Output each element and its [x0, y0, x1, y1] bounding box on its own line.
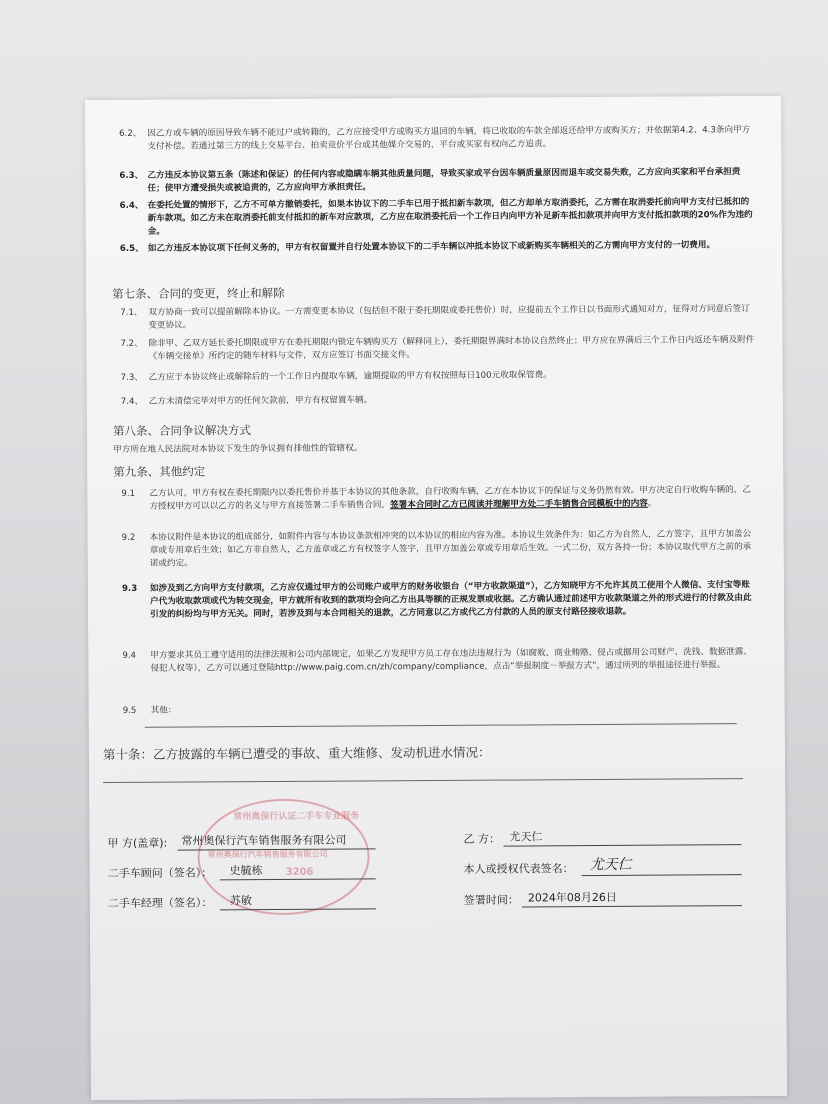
seal-mid-text: 常州奥保行汽车销售服务有限公司	[207, 849, 328, 860]
clause-9-1-end: 。	[647, 498, 657, 509]
clause-6-5: 6.5、 如乙方违反本协议项下任何义务的，甲方有权留置并自行处置本协议下的二手车辆以冲抵本协议下或新购买车辆相关的乙方需向甲方支付的一切费用。	[119, 240, 716, 254]
rep-signature-value: 尤天仁	[589, 856, 632, 874]
company-seal	[197, 798, 370, 915]
manager-label: 二手车经理（签名）：	[107, 896, 213, 911]
seal-top-text: 常州奥保行认证二手车专业服务	[233, 811, 360, 823]
section-10-title: 第十条：乙方披露的车辆已遭受的事故、重大维修、发动机进水情况：	[102, 744, 491, 763]
section-10-line	[103, 778, 743, 783]
advisor-value: 史毓栋	[229, 864, 263, 878]
clause-7-2: 7.2、 除非甲、乙双方延长委托期限或甲方在委托期限内锁定车辆购买方（解释同上），委托期限界满时本协议自然终止；甲方应在界满后三个工作日内返还车辆及附件《车辆交接单》所约定的随车材料与文件，双方应签订书面交接文件。	[120, 335, 755, 362]
other-field-line	[145, 723, 737, 728]
manager-value: 苏敏	[229, 894, 252, 908]
clause-6-4: 6.4、 在委托处置的情形下，乙方不可单方撤销委托，如果本协议下的二手车已用于抵扣新车款项，但乙方却单方取消委托，乙方需在取消委托前向甲方支付已抵扣的新车款项。如乙方未在取消委托前支付抵扣的新车对应款项，乙方应在取消委托后一个工作日内向甲方补足新车抵扣款项并向甲方支付抵扣款项的20%作为违约金。	[119, 197, 753, 237]
party-a-label: 甲 方(盖章):	[107, 836, 168, 851]
party-b-underline	[504, 844, 742, 846]
clause-9-1-text: 乙方认可，甲方有权在委托期限内以委托售价并基于本协议的其他条款，自行收购车辆，乙方在本协议下的保证与义务仍然有效。甲方决定自行收购车辆的，乙方授权甲方可以以乙方的名义与甲方直接签署二手车销售合同，	[149, 485, 751, 512]
party-a-value: 常州奥保行汽车销售服务有限公司	[181, 833, 347, 848]
contract-page	[85, 96, 787, 1100]
clause-7-3: 7.3、 乙方应于本协议终止或解除后的一个工作日内提取车辆，逾期提取的甲方有权按照每日100元收取保管费。	[120, 370, 552, 383]
clause-9-5: 9.5 其他：	[122, 705, 177, 716]
section-7-title: 第七条、合同的变更，终止和解除	[112, 285, 285, 301]
rep-signature-underline	[582, 874, 742, 876]
party-b-label: 乙 方：	[463, 832, 501, 846]
sign-date-label: 签署时间：	[463, 893, 519, 907]
clause-9-2: 9.2 本协议附件是本协议的组成部分，如附件内容与本协议条款相冲突的以本协议的相应内容为准。本协议生效条件为：如乙方为自然人，乙方签字，且甲方加盖公章或专用章后生效；如乙方非自然人，乙方盖章或乙方有权签字人签字，且甲方加盖公章或专用章后生效。一式二份，双方各持一份；本协议取代甲方之前的承诺或约定。	[121, 529, 752, 569]
clause-7-4: 7.4、 乙方未清偿完毕对甲方的任何欠款前，甲方有权留置车辆。	[120, 395, 373, 407]
clause-9-3: 9.3 如涉及到乙方向甲方支付款项，乙方应仅通过甲方的公司账户或甲方的财务收银台（“甲方收款渠道”），乙方知晓甲方不允许其员工使用个人微信、支付宝等账户代为收取款项或代为转交现金，甲方就所有收到的款项均会向乙方出具等额的正规发票或收据。乙方确认通过前述甲方收款渠道之外的形式进行的付款及由此引发的纠纷均与甲方无关。同时，若涉及到与本合同相关的退款，乙方同意以乙方或代乙方付款的人员的原支付路径接收退款。	[121, 580, 752, 620]
section-9-title: 第九条、其他约定	[113, 464, 206, 479]
clause-6-2: 6.2、 因乙方或车辆的原因导致车辆不能过户或转籍的，乙方应接受甲方或购买方退回的车辆，将已收取的车款全部返还给甲方或购买方；并依据第4.2、4.3条向甲方支付补偿。若通过第三方的线上交易平台、拍卖竞价平台或其他媒介交易的，平台或买家有权向乙方追责。	[119, 125, 751, 152]
seal-code-text: 3206	[285, 866, 314, 878]
rep-signature-label: 本人或授权代表签名：	[463, 862, 574, 876]
sign-date-underline	[522, 905, 742, 907]
sign-date-value: 2024年08月26日	[527, 890, 617, 905]
clause-6-3: 6.3、 乙方违反本协议第五条（陈述和保证）的任何内容或隐瞒车辆其他质量问题，导致买家或平台因车辆质量原因而退车或交易失败，乙方应向买家和平台承担责任；使甲方遭受损失或被追责的，乙方应向甲方承担责任。	[119, 167, 741, 194]
party-b-value: 尤天仁	[509, 830, 543, 844]
section-8-text: 甲方所在地人民法院对本协议下发生的争议拥有排他性的管辖权。	[113, 443, 363, 455]
clause-7-1: 7.1、 双方协商一致可以提前解除本协议。一方需变更本协议（包括但不限于委托期限或委托售价）时，应提前五个工作日以书面形式通知对方，征得对方同意后签订变更协议。	[120, 304, 750, 331]
section-8-title: 第八条、合同争议解决方式	[112, 423, 252, 438]
clause-9-4: 9.4 甲方要求其员工遵守适用的法律法规和公司内部规定，如果乙方发现甲方员工存在违法违规行为（如腐败、商业贿赂、侵占或挪用公司财产、洗钱、数据泄露、侵犯人权等），乙方可以通过登陆http://www.paig.com.cn/zh/company/compliance，点击“举报制度－举报方式”，通过所列的举报途径进行举报。	[122, 647, 752, 674]
clause-9-1-highlight: 签署本合同时乙方已阅读并理解甲方处二手车销售合同模板中的内容	[390, 498, 648, 511]
advisor-label: 二手车顾问（签名）：	[107, 866, 213, 881]
clause-9-1: 9.1 乙方认可，甲方有权在委托期限内以委托售价并基于本协议的其他条款，自行收购车辆，乙方在本协议下的保证与义务仍然有效。甲方决定自行收购车辆的，乙方授权甲方可以以乙方的名义与甲方直接签署二手车销售合同，签署本合同时乙方已阅读并理解甲方处二手车销售合同模板中的内容。	[121, 485, 751, 512]
